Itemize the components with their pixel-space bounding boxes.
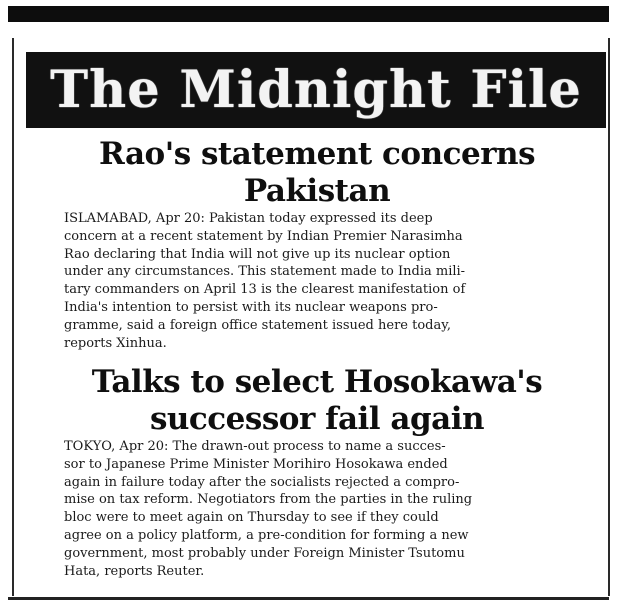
article-1-headline	[30, 136, 604, 210]
headline-line: Pakistan	[243, 173, 391, 209]
article-1-body	[64, 210, 584, 352]
body-line: gramme, said a foreign office statement issued here today,	[64, 317, 451, 333]
body-line: sor to Japanese Prime Minister Morihiro Hosokawa ended	[64, 456, 448, 472]
body-line: Rao declaring that India will not give up its nuclear option	[64, 246, 451, 262]
body-line: government, most probably under Foreign Minister Tsutomu	[64, 545, 465, 561]
article-2-body	[64, 438, 584, 580]
headline-line: Talks to select Hosokawa's	[91, 364, 543, 400]
body-line: bloc were to meet again on Thursday to see if they could	[64, 510, 439, 526]
bottom-rule	[8, 597, 609, 600]
top-rule	[8, 6, 609, 22]
body-line: agree on a policy platform, a pre-condition for forming a new	[64, 527, 469, 543]
body-line: ISLAMABAD, Apr 20: Pakistan today expressed its deep	[64, 211, 433, 226]
masthead-title: The Midnight File	[50, 60, 582, 120]
body-line: reports Xinhua.	[64, 335, 167, 351]
body-line: TOKYO, Apr 20: The drawn-out process to name a succes-	[64, 439, 446, 454]
body-line: tary commanders on April 13 is the clearest manifestation of	[64, 282, 466, 298]
body-line: concern at a recent statement by Indian Premier Narasimha	[64, 228, 463, 244]
body-line: mise on tax reform. Negotiators from the parties in the ruling	[64, 492, 473, 508]
body-line: again in failure today after the socialists rejected a compro-	[64, 474, 460, 490]
body-line: under any circumstances. This statement made to India mili-	[64, 264, 466, 280]
body-line: Hata, reports Reuter.	[64, 563, 205, 579]
article-2-headline	[30, 364, 604, 438]
headline-line: successor fail again	[149, 401, 485, 437]
masthead-banner	[26, 52, 606, 128]
headline-line: Rao's statement concerns	[98, 136, 536, 172]
body-line: India's intention to persist with its nuclear weapons pro-	[64, 299, 438, 315]
